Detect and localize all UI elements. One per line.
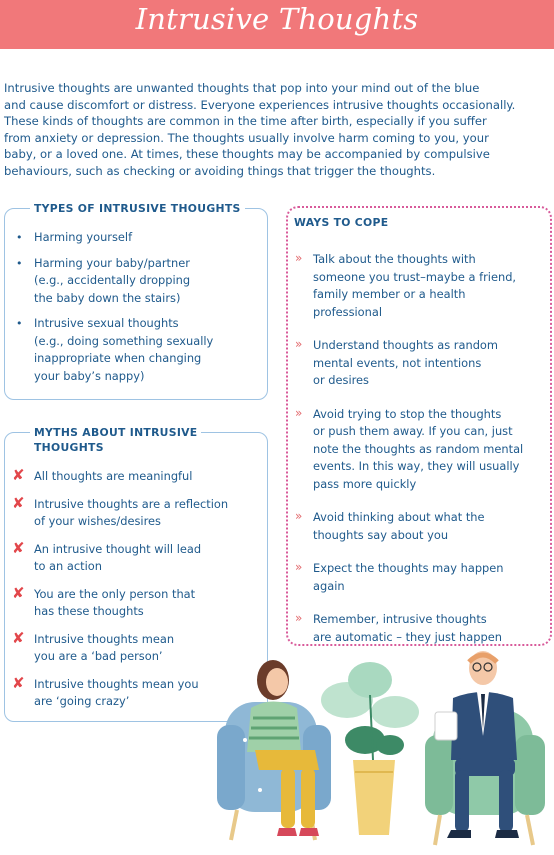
list-item — [295, 406, 545, 494]
double-arrow-icon: » — [295, 251, 303, 265]
double-arrow-icon: » — [295, 405, 303, 420]
list-item — [16, 255, 256, 308]
item-text: (e.g., doing something sexually — [34, 333, 214, 348]
item-text: All thoughts are meaningful — [34, 469, 193, 483]
item-text: Intrusive thoughts mean — [34, 631, 175, 646]
intro-line: from anxiety or depression. The thoughts usually involve harm coming to you, your — [4, 130, 489, 145]
item-text: someone you trust–maybe a friend, — [313, 269, 517, 284]
list-item — [295, 560, 545, 595]
list-item — [12, 583, 262, 621]
item-text: Harming your baby/partner — [34, 255, 190, 270]
item-text: Intrusive thoughts mean you — [34, 676, 199, 691]
item-text: note the thoughts as random mental — [313, 441, 524, 456]
list-item — [16, 229, 256, 247]
item-text: mental events, not intentions — [313, 355, 482, 370]
item-text: to an action — [34, 559, 102, 573]
list-item — [295, 337, 545, 390]
bullet-icon: • — [16, 317, 23, 330]
double-arrow-icon: » — [295, 560, 303, 574]
potted-plant — [321, 662, 419, 835]
item-text: family member or a health — [313, 287, 466, 301]
item-text: of your wishes/desires — [34, 514, 161, 528]
item-text: Understand thoughts as random — [313, 338, 498, 352]
double-arrow-icon: » — [295, 611, 303, 625]
intro-line: Intrusive thoughts are unwanted thoughts that pop into your mind out of the blue — [4, 81, 480, 95]
item-text: (e.g., accidentally dropping — [34, 273, 191, 287]
item-text: the baby down the stairs) — [34, 290, 181, 305]
item-text: thoughts say about you — [313, 527, 449, 542]
item-text: you are a ‘bad person’ — [34, 649, 163, 663]
double-arrow-icon: » — [295, 337, 303, 351]
cross-icon: ✘ — [12, 673, 25, 692]
therapy-session-illustration — [215, 640, 554, 855]
item-text: Expect the thoughts may happen — [313, 561, 504, 575]
cope-title: WAYS TO COPE — [294, 216, 389, 229]
intro-line: baby, or a loved one. At times, these thoughts may be accompanied by compulsive — [4, 147, 490, 161]
item-text: events. In this way, they will usually — [313, 459, 520, 473]
page-title: Intrusive Thoughts — [135, 2, 419, 36]
double-arrow-icon: » — [295, 509, 303, 523]
item-text: Avoid thinking about what the — [313, 510, 485, 524]
item-text: An intrusive thought will lead — [34, 541, 202, 556]
bullet-icon: • — [16, 231, 23, 244]
list-item — [12, 468, 262, 486]
cross-icon: ✘ — [12, 466, 25, 484]
list-item — [295, 509, 545, 544]
item-text: Remember, intrusive thoughts — [313, 612, 487, 626]
types-list — [16, 229, 256, 393]
myths-title-line: THOUGHTS — [34, 441, 104, 454]
types-title: TYPES OF INTRUSIVE THOUGHTS — [30, 201, 245, 216]
item-text: Intrusive thoughts are a reflection — [34, 496, 229, 511]
cope-list — [295, 251, 545, 662]
list-item — [16, 315, 256, 385]
item-text: or desires — [313, 373, 369, 387]
intro-line: behaviours, such as checking or avoiding things that trigger the thoughts. — [4, 163, 436, 178]
item-text: inappropriate when changing — [34, 351, 202, 365]
item-text: You are the only person that — [34, 586, 196, 601]
item-text: pass more quickly — [313, 476, 417, 491]
item-text: Intrusive sexual thoughts — [34, 316, 179, 330]
item-text: your baby’s nappy) — [34, 368, 145, 383]
item-text: Talk about the thoughts with — [313, 252, 476, 266]
myths-title — [30, 425, 201, 455]
cross-icon: ✘ — [12, 583, 25, 602]
cross-icon: ✘ — [12, 493, 25, 512]
item-text: are ‘going crazy’ — [34, 694, 130, 708]
item-text: or push them away. If you can, just — [313, 424, 513, 438]
item-text: Avoid trying to stop the thoughts — [313, 406, 502, 421]
item-text: are automatic – they just happen — [313, 629, 502, 644]
list-item — [12, 538, 262, 576]
list-item — [295, 251, 545, 321]
cross-icon: ✘ — [12, 628, 25, 647]
item-text: Harming yourself — [34, 230, 133, 244]
myths-title-line: MYTHS ABOUT INTRUSIVE — [34, 426, 198, 439]
intro-line: These kinds of thoughts are common in the time after birth, especially if you suffer — [4, 114, 487, 128]
item-text: has these thoughts — [34, 604, 144, 618]
item-text: again — [313, 578, 345, 593]
cross-icon: ✘ — [12, 538, 25, 557]
intro-paragraph — [4, 80, 550, 179]
item-text: professional — [313, 304, 383, 319]
bullet-icon: • — [16, 256, 23, 270]
list-item — [12, 493, 262, 531]
intro-line: and cause discomfort or distress. Everyone experiences intrusive thoughts occasionally. — [4, 97, 516, 112]
